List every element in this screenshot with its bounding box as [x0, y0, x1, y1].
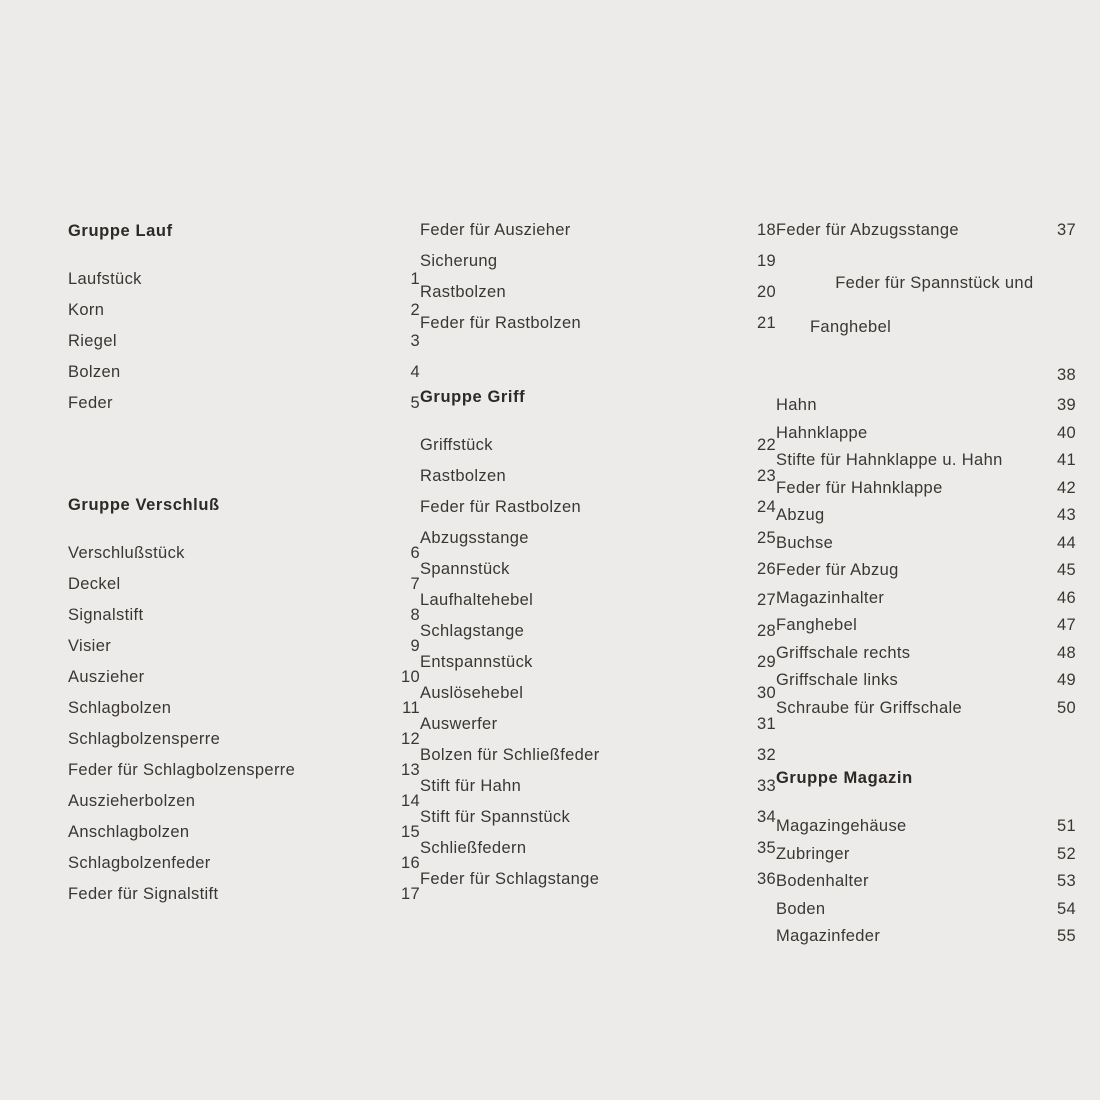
part-name: Bolzen für Schließfeder — [420, 746, 600, 764]
list-item — [776, 397, 1076, 414]
parts-list-columns — [68, 221, 1076, 956]
part-number: 36 — [756, 870, 776, 888]
part-name: Deckel — [68, 575, 121, 593]
part-name: Sicherung — [420, 252, 498, 270]
part-number: 26 — [756, 560, 776, 578]
list-item — [68, 302, 420, 319]
group-title: Gruppe Magazin — [776, 769, 913, 788]
list-item — [776, 562, 1076, 579]
list-item — [420, 253, 776, 270]
column-2 — [420, 222, 776, 902]
part-name: Korn — [68, 301, 105, 319]
list-item — [68, 669, 420, 686]
part-number: 5 — [410, 394, 420, 412]
part-number: 23 — [756, 467, 776, 485]
part-number: 49 — [1056, 671, 1076, 690]
part-name: Laufstück — [68, 270, 142, 288]
part-number: 24 — [756, 498, 776, 516]
list-item — [420, 840, 776, 857]
group-spacer — [68, 426, 420, 496]
part-name: Verschlußstück — [68, 544, 185, 562]
part-number: 29 — [756, 653, 776, 671]
part-name: Abzugsstange — [420, 529, 529, 547]
part-name: Griffschale links — [776, 671, 899, 690]
part-number: 30 — [756, 684, 776, 702]
list-item — [420, 871, 776, 888]
part-number: 16 — [400, 854, 420, 872]
part-number: 6 — [410, 544, 420, 562]
group-griff-continued — [776, 222, 1076, 716]
part-name: Schlagstange — [420, 622, 525, 640]
part-name: Feder für Abzug — [776, 561, 899, 580]
part-number: 55 — [1056, 927, 1076, 946]
list-item — [420, 437, 776, 454]
part-number: 39 — [1056, 396, 1076, 415]
part-number: 28 — [756, 622, 776, 640]
list-item — [420, 592, 776, 609]
part-number: 12 — [400, 730, 420, 748]
group-spacer — [776, 727, 1076, 769]
part-number: 48 — [1056, 643, 1076, 662]
list-item — [68, 855, 420, 872]
part-number: 27 — [756, 591, 776, 609]
part-number: 50 — [1056, 698, 1076, 717]
part-name: Magazinfeder — [776, 927, 881, 946]
list-item — [776, 617, 1076, 634]
part-name: Feder für Abzugsstange — [776, 221, 959, 239]
part-name: Feder — [68, 394, 113, 412]
part-name: Schraube für Griffschale — [776, 698, 963, 717]
list-item — [68, 364, 420, 381]
group-title: Gruppe Verschluß — [68, 496, 220, 514]
part-name: Feder für Signalstift — [68, 885, 219, 903]
part-name: Magazinhalter — [776, 588, 885, 607]
part-name: Auswerfer — [420, 715, 498, 733]
part-number: 25 — [756, 529, 776, 547]
part-number: 47 — [1056, 616, 1076, 635]
list-item — [420, 778, 776, 795]
part-name: Schlagbolzenfeder — [68, 854, 211, 872]
part-number: 9 — [410, 637, 420, 655]
list-item — [68, 793, 420, 810]
part-name: Boden — [776, 899, 826, 918]
list-item — [776, 425, 1076, 442]
list-item — [776, 222, 1076, 239]
list-item — [420, 654, 776, 671]
part-name — [776, 250, 1046, 384]
part-number: 53 — [1056, 872, 1076, 891]
part-number: 14 — [400, 792, 420, 810]
list-item — [776, 452, 1076, 469]
part-number: 42 — [1056, 478, 1076, 497]
list-item — [776, 928, 1076, 945]
part-name: Auszieherbolzen — [68, 792, 196, 810]
part-number: 41 — [1056, 451, 1076, 470]
part-number: 2 — [410, 301, 420, 319]
part-name-line1: Feder für Spannstück und — [835, 273, 1034, 292]
group-verschluss-continued — [420, 222, 776, 332]
list-item — [776, 250, 1076, 384]
list-item — [776, 507, 1076, 524]
part-name: Schlagbolzensperre — [68, 730, 221, 748]
part-name: Feder für Auszieher — [420, 221, 571, 239]
group-gruppe-verschluss — [68, 496, 420, 903]
list-item — [776, 672, 1076, 689]
part-name: Signalstift — [68, 606, 144, 624]
part-name: Auslösehebel — [420, 684, 524, 702]
part-name: Anschlagbolzen — [68, 823, 190, 841]
part-name: Entspannstück — [420, 653, 533, 671]
part-number: 4 — [410, 363, 420, 381]
group-gruppe-griff — [420, 388, 776, 888]
part-name: Auszieher — [68, 668, 145, 686]
list-item — [68, 700, 420, 717]
list-item — [68, 731, 420, 748]
list-item — [776, 700, 1076, 717]
list-item — [420, 685, 776, 702]
part-name: Rastbolzen — [420, 283, 507, 301]
list-item — [776, 590, 1076, 607]
part-name: Feder für Rastbolzen — [420, 314, 582, 332]
list-item — [68, 395, 420, 412]
part-number: 7 — [410, 575, 420, 593]
part-name: Riegel — [68, 332, 117, 350]
list-item — [776, 480, 1076, 497]
column-1 — [68, 222, 420, 917]
part-number: 46 — [1056, 588, 1076, 607]
list-item — [68, 271, 420, 288]
list-item — [68, 607, 420, 624]
part-number: 15 — [400, 823, 420, 841]
part-number: 31 — [756, 715, 776, 733]
part-number: 21 — [756, 314, 776, 332]
group-spacer — [420, 346, 776, 388]
part-name: Stift für Hahn — [420, 777, 522, 795]
part-number: 52 — [1056, 844, 1076, 863]
part-name: Magazingehäuse — [776, 817, 907, 836]
list-item — [776, 818, 1076, 835]
part-number: 10 — [400, 668, 420, 686]
part-number: 33 — [756, 777, 776, 795]
part-number: 40 — [1056, 423, 1076, 442]
part-number: 32 — [756, 746, 776, 764]
part-name: Zubringer — [776, 844, 850, 863]
part-name: Schlagbolzen — [68, 699, 172, 717]
list-item — [776, 846, 1076, 863]
list-item — [68, 824, 420, 841]
part-name: Feder für Schlagbolzensperre — [68, 761, 296, 779]
list-item — [68, 333, 420, 350]
part-name: Rastbolzen — [420, 467, 507, 485]
group-title: Gruppe Griff — [420, 388, 526, 406]
part-name: Abzug — [776, 506, 825, 525]
list-item — [776, 535, 1076, 552]
part-number: 8 — [410, 606, 420, 624]
part-number: 43 — [1056, 506, 1076, 525]
part-name: Hahnklappe — [776, 423, 868, 442]
list-item — [420, 747, 776, 764]
part-number: 1 — [410, 270, 420, 288]
list-item — [420, 222, 776, 239]
part-name: Buchse — [776, 533, 834, 552]
part-number: 17 — [400, 885, 420, 903]
part-number: 19 — [756, 252, 776, 270]
group-title: Gruppe Lauf — [68, 222, 173, 240]
group-gruppe-magazin — [776, 769, 1076, 945]
list-item — [420, 561, 776, 578]
list-item — [420, 499, 776, 516]
part-name: Bolzen — [68, 363, 121, 381]
part-number: 13 — [400, 761, 420, 779]
list-item — [68, 886, 420, 903]
part-number: 34 — [756, 808, 776, 826]
part-name: Griffstück — [420, 436, 493, 454]
part-name: Visier — [68, 637, 112, 655]
part-name: Fanghebel — [776, 616, 858, 635]
part-number: 22 — [756, 436, 776, 454]
part-number: 11 — [402, 699, 420, 717]
list-item — [776, 873, 1076, 890]
part-number: 51 — [1056, 817, 1076, 836]
part-name: Hahn — [776, 396, 817, 415]
part-number: 54 — [1056, 899, 1076, 918]
part-number: 35 — [756, 839, 776, 857]
part-name: Laufhaltehebel — [420, 591, 534, 609]
part-name: Feder für Rastbolzen — [420, 498, 582, 516]
part-name: Schließfedern — [420, 839, 527, 857]
list-item — [776, 901, 1076, 918]
list-item — [776, 645, 1076, 662]
group-gruppe-lauf — [68, 222, 420, 412]
part-number: 3 — [410, 332, 420, 350]
list-item — [420, 315, 776, 332]
list-item — [420, 468, 776, 485]
list-item — [420, 716, 776, 733]
part-number: 37 — [1056, 221, 1076, 239]
part-name: Spannstück — [420, 560, 510, 578]
part-name: Feder für Schlagstange — [420, 870, 600, 888]
part-number: 18 — [756, 221, 776, 239]
part-number: 44 — [1056, 533, 1076, 552]
list-item — [68, 545, 420, 562]
list-item — [68, 638, 420, 655]
list-item — [420, 623, 776, 640]
part-name: Griffschale rechts — [776, 643, 911, 662]
part-number: 38 — [1056, 365, 1076, 384]
part-name: Stift für Spannstück — [420, 808, 571, 826]
list-item — [420, 809, 776, 826]
part-number: 20 — [756, 283, 776, 301]
list-item — [68, 762, 420, 779]
column-3 — [776, 222, 1076, 956]
part-name: Bodenhalter — [776, 872, 869, 891]
part-name: Stifte für Hahnklappe u. Hahn — [776, 451, 1003, 470]
part-name: Feder für Hahnklappe — [776, 478, 943, 497]
part-number: 45 — [1056, 561, 1076, 580]
part-name-line2: Fanghebel — [810, 318, 892, 337]
list-item — [420, 530, 776, 547]
list-item — [420, 284, 776, 301]
list-item — [68, 576, 420, 593]
